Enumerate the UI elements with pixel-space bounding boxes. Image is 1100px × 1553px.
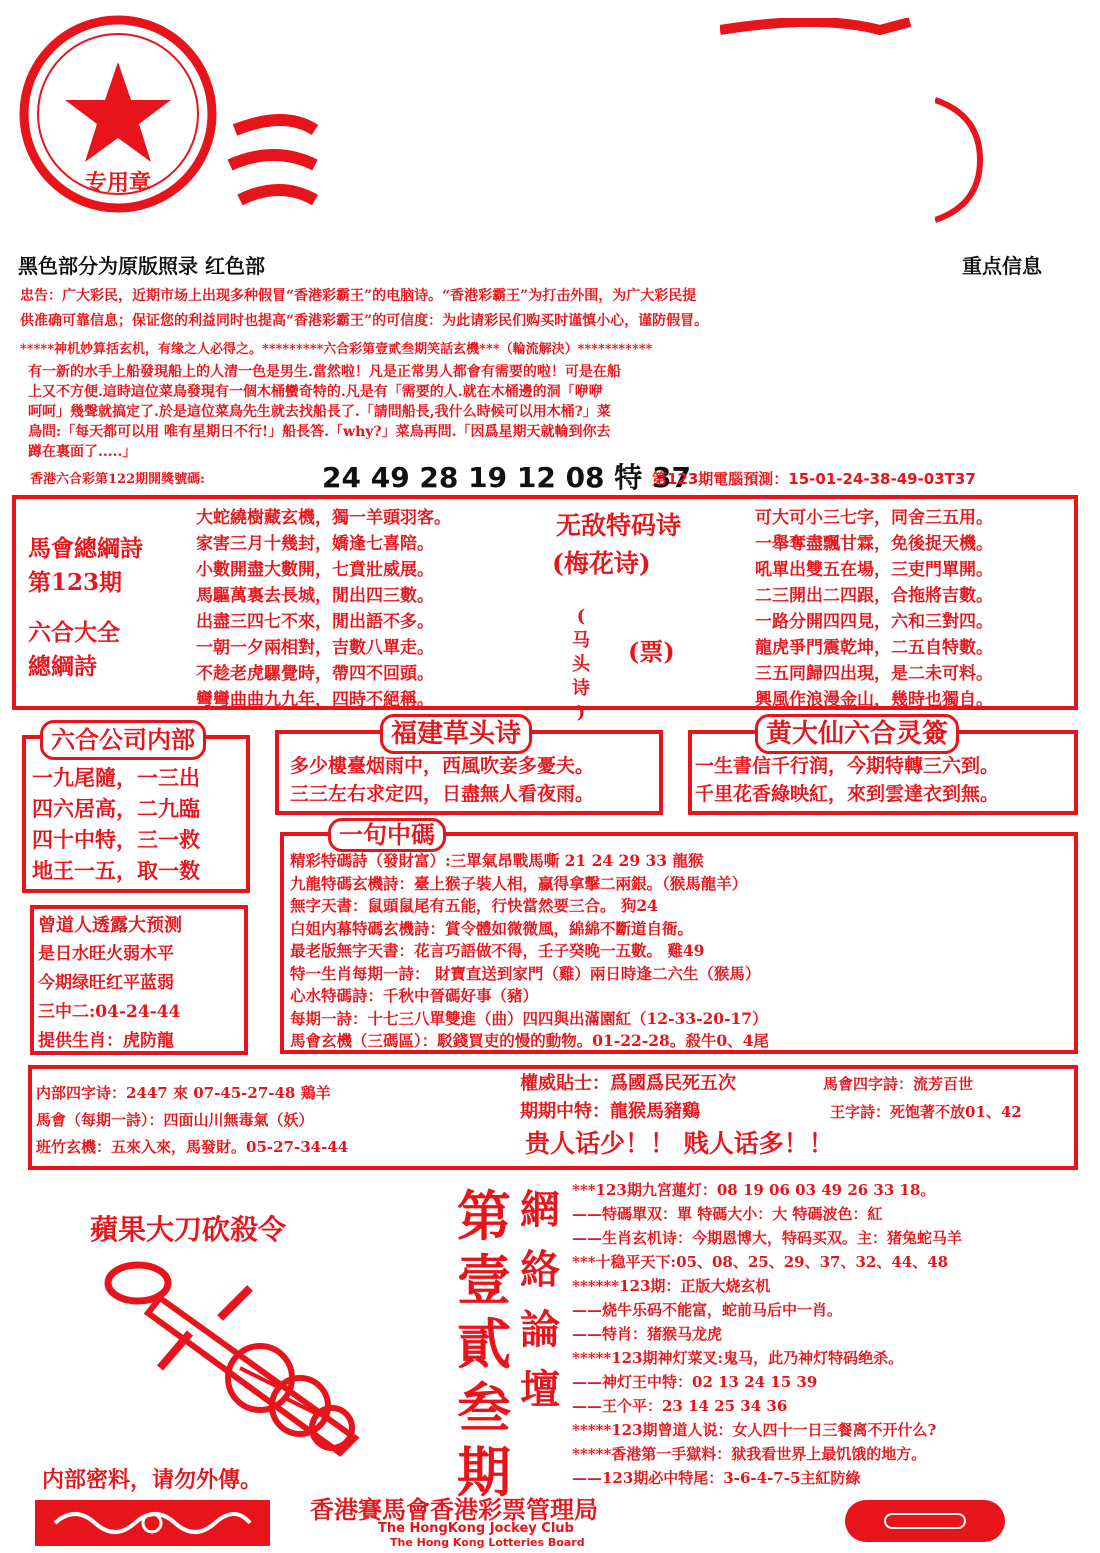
ornament-oval-right (845, 1500, 1005, 1542)
notice-line-1: 忠告：广大彩民，近期市场上出现多种假冒“香港彩霸王”的电脑诗。“香港彩霸王”为打击外围，为广大彩民提 (20, 288, 697, 304)
joke-line: 蹲在裏面了.....」 (28, 444, 137, 460)
poem-line: 一朝一夕兩相對，吉數八單走。 (196, 638, 434, 658)
one-sentence-title: 一句中碼 (328, 818, 446, 852)
fujian-line: 三三左右求定四，日盡無人看夜雨。 (290, 783, 595, 805)
sentence-line: 白姐内幕特碼玄機詩：賞令體如微微風，綿綿不斷道自衙。 (290, 918, 694, 938)
poem-box-left-titles (28, 535, 143, 681)
internal-line: 四六居高，二九臨 (32, 796, 200, 821)
poem-column-b (755, 505, 993, 713)
issue-vertical-title (455, 1185, 513, 1505)
issue-char: 第 (457, 1185, 511, 1248)
joke-line: 鳥問:「每天都可以用 唯有星期日不行!」船長答.「why?」菜鳥再問.「因爲星期天就輪到你去 (28, 424, 611, 440)
prophet-line: 提供生肖：虎防龍 (38, 1031, 174, 1051)
vertical-char: 诗 (572, 678, 590, 699)
horse-head-poem-vertical (572, 605, 590, 725)
fujian-lines (290, 752, 594, 808)
poem-line: 可大可小三七字，同舍三五用。 (755, 508, 993, 528)
footer-chinese: 香港賽馬會香港彩票管理局 (310, 1495, 598, 1524)
forum-line: ——烧牛乐码不能富，蛇前马后中一肖。 (572, 1301, 843, 1319)
vertical-char: 马 (572, 630, 590, 651)
tips-line: 馬會（每期一詩）：四面山川無毒氣（妖） (36, 1111, 314, 1129)
poem-line: 彎彎曲曲九九年，四時不絕稱。 (196, 690, 434, 710)
forum-line: ——特碼單双：單 特碼大小：大 特碼波色：紅 (572, 1205, 883, 1223)
joke-line: 上又不方便.這時這位菜鳥發現有一個木桶蠻奇特的.凡是有「需要的人.就在木桶邊的洞「咿咿 (28, 384, 603, 400)
complete-title-2: 總綱詩 (28, 653, 97, 680)
authority-tip: 權威貼士：爲國爲民死五次 (520, 1073, 736, 1094)
seal-stamp (18, 14, 218, 214)
prophet-line: 三中二:04-24-44 (38, 1002, 181, 1022)
forum-char: 網 (520, 1186, 560, 1233)
internal-title: 六合公司内部 (40, 720, 206, 760)
issue-char: 壹 (457, 1249, 511, 1312)
legend-left: 黑色部分为原版照录 红色部 (18, 254, 265, 278)
issue-char: 期 (457, 1441, 511, 1504)
sentence-line: 最老版無字天書：花言巧語做不得，壬子癸晚一五數。 雞49 (290, 941, 705, 960)
previous-draw-numbers: 24 49 28 19 12 08 特 37 (322, 461, 691, 494)
slogan: 贵人话少！！ 贱人话多！！ (525, 1129, 834, 1158)
sword-illustration (100, 1258, 400, 1463)
confidential-note: 内部密料，请勿外傳。 (42, 1467, 263, 1493)
prophet-content (38, 912, 182, 1056)
poem-line: 吼單出雙五在場，三吏門單開。 (755, 560, 993, 580)
apple-title: 蘋果大刀砍殺令 (90, 1213, 287, 1246)
ticket-label: (票) (628, 637, 675, 666)
wongtaisin-title: 黄大仙六合灵簽 (755, 714, 959, 754)
tips-line: 班竹玄機：五來入來，馬發財。05-27-34-44 (36, 1138, 349, 1156)
poem-line: 馬驅萬裏去長城，閒出四三數。 (196, 586, 434, 606)
forum-line: ——特肖：猪猴马龙虎 (572, 1325, 723, 1343)
poem-line: 不趁老虎騾覺時，帶四不回頭。 (196, 664, 434, 684)
sentence-line: 九龍特碼玄機詩：臺上猴子裝人相，贏得拿擊二兩銀。（猴馬龍羊） (290, 873, 748, 893)
header-ornament (225, 110, 320, 210)
forum-line: *****香港第一手獄料：狱我看世界上最饥饿的地方。 (572, 1445, 927, 1463)
poem-line: 小數開盡大數開，七賁壯威展。 (196, 560, 434, 580)
ornament-banner-left (35, 1500, 270, 1546)
one-sentence-lines (290, 850, 769, 1053)
forum-lines (572, 1178, 962, 1490)
svg-text:专用章: 专用章 (84, 171, 152, 196)
internal-line: 地王一五，取一数 (32, 858, 200, 883)
tips-left (36, 1080, 348, 1161)
vertical-char: ( (576, 606, 586, 627)
joke-body (28, 362, 621, 462)
prophet-line: 今期绿旺红平蓝弱 (38, 973, 174, 993)
forum-line: *****123期神灯菜叉:鬼马，此乃神灯特码绝杀。 (572, 1349, 904, 1367)
complete-title: 六合大全 (28, 619, 120, 646)
forum-line: ******123期：正版大烧玄机 (572, 1277, 771, 1295)
forum-line: ——王个平：23 14 25 34 36 (572, 1397, 788, 1415)
poem-line: 一舉奪盡飄甘霖，免後捉天機。 (755, 534, 993, 554)
footer-english-1: The HongKong Jockey Club (378, 1521, 574, 1536)
vertical-char: ) (576, 702, 586, 723)
poem-line: 二三開出二四跟，合拖將吉數。 (755, 586, 993, 606)
poem-line: 興風作浪漫金山，幾時也獨自。 (755, 690, 993, 710)
poem-line: 龍虎爭門震乾坤，二五自特數。 (755, 638, 993, 658)
internal-lines (32, 762, 200, 886)
invincible-poem-sub: (梅花诗) (552, 549, 651, 578)
poem-line: 一路分開四四見，六和三對四。 (755, 612, 993, 632)
wongtaisin-lines (695, 752, 999, 808)
vertical-char: 头 (572, 654, 590, 675)
forum-char: 絡 (520, 1246, 560, 1293)
prediction: 第123期電腦預測：15-01-24-38-49-03T37 (652, 470, 976, 488)
joke-line: 呵呵」幾聲就搞定了.於是這位菜鳥先生就去找船長了.「請問船長,我什么時候可以用木桶?」菜 (28, 404, 611, 420)
footer-english-2: The Hong Kong Lotteries Board (390, 1536, 585, 1549)
special-tip: 期期中特：龍猴馬豬鷄 (520, 1101, 700, 1122)
partial-seal-right (935, 95, 985, 225)
sentence-line: 精彩特碼詩（發財富）:三單氣昂戰馬嘶 21 24 29 33 龍猴 (290, 851, 704, 870)
legend-right: 重点信息 (962, 254, 1042, 278)
previous-draw-label: 香港六合彩第122期開獎號碼: (30, 472, 205, 487)
joke-line: 有一新的水手上船發現船上的人清一色是男生.當然啦！凡是正常男人都會有需要的啦！可是在船 (28, 364, 621, 380)
forum-line: ——神灯王中特：02 13 24 15 39 (572, 1373, 818, 1391)
poem-line: 大蛇繞樹藏玄機，獨一羊頭羽客。 (196, 508, 451, 528)
sentence-line: 每期一詩：十七三八單雙進（曲）四四與出滿園紅（12-33-20-17） (290, 1008, 768, 1028)
internal-line: 一九尾隨，一三出 (32, 765, 200, 790)
invincible-poem-title: 无敌特码诗 (556, 511, 682, 540)
wongtaisin-line: 千里花香綠映紅，來到雲達衣到無。 (695, 783, 1000, 805)
horse-four-char: 馬會四字詩：流芳百世 (823, 1075, 974, 1093)
sentence-line: 心水特碼詩：千秋中晉碼好事（豬） (290, 986, 539, 1005)
king-poem: 王字詩：死饱著不放01、42 (830, 1103, 1022, 1121)
prophet-title: 曾道人透露大预测 (38, 915, 182, 936)
sentence-line: 無字天書：鼠頭鼠尾有五能，行快當然要三合。 狗24 (290, 896, 658, 915)
sentence-line: 馬會玄機（三碼區）：駁錢買吏的慢的動物。01-22-28。殺牛0、4尾 (290, 1031, 769, 1050)
forum-char: 壇 (520, 1366, 560, 1413)
tips-line: 内部四字诗：2447 來 07-45-27-48 鶏羊 (36, 1084, 331, 1102)
internal-line: 四十中特，三一救 (32, 827, 200, 852)
issue-char: 叁 (457, 1377, 511, 1440)
forum-line: ***十稳平天下:05、08、25、29、37、32、44、48 (572, 1253, 949, 1271)
poem-line: 出盡三四七不來，閒出語不多。 (196, 612, 434, 632)
wongtaisin-line: 一生書信千行润，今期特轉三六到。 (695, 755, 1000, 777)
forum-char: 論 (520, 1306, 560, 1353)
poem-line: 家害三月十幾封，嬌逢七喜陪。 (196, 534, 434, 554)
forum-vertical-title (515, 1180, 565, 1420)
forum-line: ***123期九宮蓮灯：08 19 06 03 49 26 33 18。 (572, 1181, 936, 1199)
forum-line: ——123期必中特尾：3-6-4-7-5主紅防綠 (572, 1469, 861, 1487)
fujian-title: 福建草头诗 (380, 714, 532, 754)
issue-char: 貳 (457, 1313, 511, 1376)
notice-line-2: 供准确可靠信息；保证您的利益同时也提高“香港彩霸王”的可信度：为此请彩民们购买时谨慎小心，谨防假冒。 (20, 313, 709, 329)
fujian-line: 多少樓臺烟雨中，西風吹妾多憂夫。 (290, 755, 595, 777)
master-poem-title: 馬會總綱詩 (28, 535, 143, 562)
poem-line: 三五同歸四出現，是二未可料。 (755, 664, 993, 684)
forum-line: ——生肖玄机诗：今期恩博大，特码买双。主：猪兔蛇马羊 (572, 1229, 963, 1247)
issue-label: 第123期 (28, 569, 123, 596)
header-ornament-2 (720, 18, 920, 42)
prophet-line: 是日水旺火弱木平 (38, 944, 174, 964)
sentence-line: 特一生肖每期一詩： 財寶直送到家門（雞）兩日時逢二六生（猴馬） (290, 963, 761, 983)
forum-line: *****123期曾道人说：女人四十一日三餐离不开什么? (572, 1421, 937, 1439)
poem-column-a (196, 505, 451, 713)
joke-title: *****神机妙算括玄机，有缘之人必得之。*********六合彩第壹贰叁期笑話玄機***（輪流解決）*********** (20, 342, 653, 357)
